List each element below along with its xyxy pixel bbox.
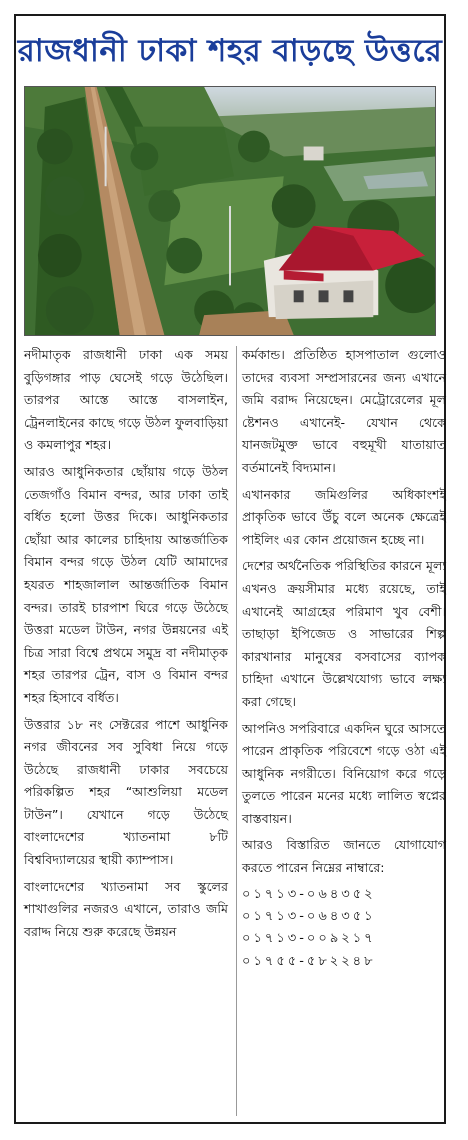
paragraph: উত্তরার ১৮ নং সেক্টরের পাশে আধুনিক নগর জীবনের সব সুবিধা নিয়ে গড়ে উঠেছে রাজধানী ঢাকার সবচেয়ে পরিকল্পিত শহর “আশুলিয়া মডেল টাউন”। যেখানে গড়ে উঠেছে বাংলাদেশের খ্যাতনামা ৮টি বিশ্ববিদ্যালয়ের স্থায়ী ক্যাম্পাস।	[24, 716, 228, 868]
left-column	[24, 344, 228, 947]
paragraph: এখানকার জমিগুলির অধিকাংশই প্রাকৃতিক ভাবে উঁচু বলে অনেক ক্ষেত্রেই পাইলিং এর কোন প্রয়োজন হচ্ছে না।	[242, 486, 446, 547]
phone-number: ০১৭১৩-০৬৪৩৫২	[242, 886, 376, 902]
column-divider	[236, 346, 237, 1116]
phone-list	[242, 884, 446, 974]
right-column	[242, 344, 446, 973]
paragraph: আরও বিস্তারিত জানতে যোগাযোগ করতে পারেন নিম্নের নাম্বারে:	[242, 837, 446, 876]
phone-number: ০১৭১৩-০০৯২১৭	[242, 931, 376, 947]
aerial-photo-house-red-roof-road-icon	[25, 87, 435, 335]
article-frame	[14, 14, 446, 1124]
phone-number: ০১৭৫৫-৫৮২২৪৮	[242, 953, 376, 969]
paragraph: কর্মকান্ড। প্রতিষ্ঠিত হাসপাতাল গুলোও তাদের ব্যবসা সম্প্রসারনের জন্য এখানে জমি বরাদ্দ নিয়েছেন। মেট্রোরেলের মূল ষ্টেশনও এখানেই- যেখান থেকে যানজটমুক্ত ভাবে বহুমূখী যাতায়াত বর্তমানেই বিদ্যমান।	[242, 347, 446, 475]
paragraph: বাংলাদেশের খ্যাতনামা সব স্কুলের শাখাগুলির নজরও এখানে, তারাও জমি বরাদ্দ নিয়ে শুরু করেছে উন্নয়ন	[24, 878, 228, 939]
paragraph: আরও আধুনিকতার ছোঁয়ায় গড়ে উঠল তেজগাঁও বিমান বন্দর, আর ঢাকা তাই বর্ধিত হলো উত্তর দিকে। আধুনিকতার ছোঁয়া আর কালের চাহিদায় আন্তর্জাতিক বিমান বন্দর গড়ে উঠল যেটি আমাদের হযরত শাহজালাল আন্তর্জাতিক বিমান বন্দর। তারই চারপাশ ঘিরে গড়ে উঠেছে উত্তরা মডেল টাউন, নগর উন্নয়নের এই চিত্র সারা বিশ্বে প্রথমে সমুদ্র বা নদীমাতৃক শহর তারপর ট্রেন, বাস ও বিমান বন্দর শহর হিসাবে বর্ধিত।	[24, 463, 228, 705]
paragraph: নদীমাতৃক রাজধানী ঢাকা এক সময় বুড়িগঙ্গার পাড় ঘেসেই গড়ে উঠেছিল। তারপর আস্তে আস্তে বাসলাইন, ট্রেনলাইনের কাছে গড়ে উঠল ফুলবাড়িয়া ও কমলাপুর শহর।	[24, 347, 228, 453]
headline: রাজধানী ঢাকা শহর বাড়ছে উত্তরে	[17, 33, 443, 69]
aerial-photo	[24, 86, 436, 336]
phone-number: ০১৭১৩-০৬৪৩৫১	[242, 909, 376, 925]
paragraph: দেশের অর্থনৈতিক পরিস্থিতির কারনে মূল্য এখনও ক্রয়সীমার মধ্যে রয়েছে, তাই এখানেই আগ্রহের পরিমাণ খুব বেশী। তাছাড়া ইপিজেড ও সাভারের শিল্প কারখানার মানুষের বসবাসের ব্যাপক চাহিদা এখানে উল্লেখযোগ্য ভাবে লক্ষ্য করা গেছে।	[242, 558, 446, 709]
paragraph: আপনিও সপরিবারে একদিন ঘুরে আসতে পারেন প্রাকৃতিক পরিবেশে গড়ে ওঠা এই আধুনিক নগরীতে। বিনিয়োগ করে গড়ে তুলতে পারেন মনের মধ্যে লালিত স্বপ্নের বাস্তবায়ন।	[242, 720, 446, 826]
